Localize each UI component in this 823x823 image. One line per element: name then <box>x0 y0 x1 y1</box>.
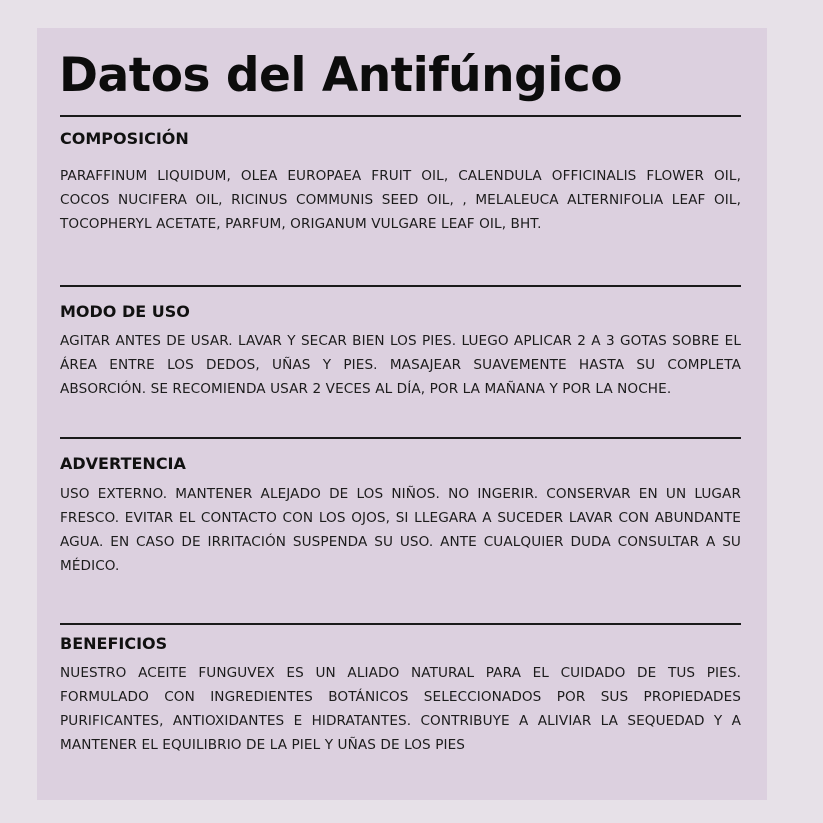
section-body-beneficios: NUESTRO ACEITE FUNGUVEX ES UN ALIADO NATURAL PARA EL CUIDADO DE TUS PIES. FORMULADO CON INGREDIENTES BOTÁNICOS SELECCIONADOS POR SUS PROPIEDADES PURIFICANTES, ANTIOXIDANTES E HIDRATANTES. CONTRIBUYE A ALIVIAR LA SEQUEDAD Y A MANTENER EL EQUILIBRIO DE LA PIEL Y UÑAS DE LOS PIES <box>60 665 741 753</box>
page-title: Datos del Antifúngico <box>59 48 623 103</box>
section-heading-modo-de-uso: MODO DE USO <box>60 302 190 321</box>
section-heading-beneficios: BENEFICIOS <box>60 634 168 653</box>
divider-beneficios <box>60 623 741 625</box>
info-panel <box>37 28 767 800</box>
section-body-modo-de-uso: AGITAR ANTES DE USAR. LAVAR Y SECAR BIEN LOS PIES. LUEGO APLICAR 2 A 3 GOTAS SOBRE EL ÁREA ENTRE LOS DEDOS, UÑAS Y PIES. MASAJEAR SUAVEMENTE HASTA SU COMPLETA ABSORCIÓN. SE RECOMIENDA USAR 2 VECES AL DÍA, POR LA MAÑANA Y POR LA NOCHE. <box>60 333 741 397</box>
section-body-advertencia: USO EXTERNO. MANTENER ALEJADO DE LOS NIÑOS. NO INGERIR. CONSERVAR EN UN LUGAR FRESCO. EVITAR EL CONTACTO CON LOS OJOS, SI LLEGARA A SUCEDER LAVAR CON ABUNDANTE AGUA. EN CASO DE IRRITACIÓN SUSPENDA SU USO. ANTE CUALQUIER DUDA CONSULTAR A SU MÉDICO. <box>60 486 741 574</box>
section-heading-composicion: COMPOSICIÓN <box>60 129 189 148</box>
section-heading-advertencia: ADVERTENCIA <box>60 454 186 473</box>
section-body-composicion: PARAFFINUM LIQUIDUM, OLEA EUROPAEA FRUIT OIL, CALENDULA OFFICINALIS FLOWER OIL, COCOS NUCIFERA OIL, RICINUS COMMUNIS SEED OIL, , MELALEUCA ALTERNIFOLIA LEAF OIL, TOCOPHERYL ACETATE, PARFUM, ORIGANUM VULGARE LEAF OIL, BHT. <box>60 168 741 232</box>
divider-title <box>60 115 741 117</box>
divider-advertencia <box>60 437 741 439</box>
divider-modo-de-uso <box>60 285 741 287</box>
